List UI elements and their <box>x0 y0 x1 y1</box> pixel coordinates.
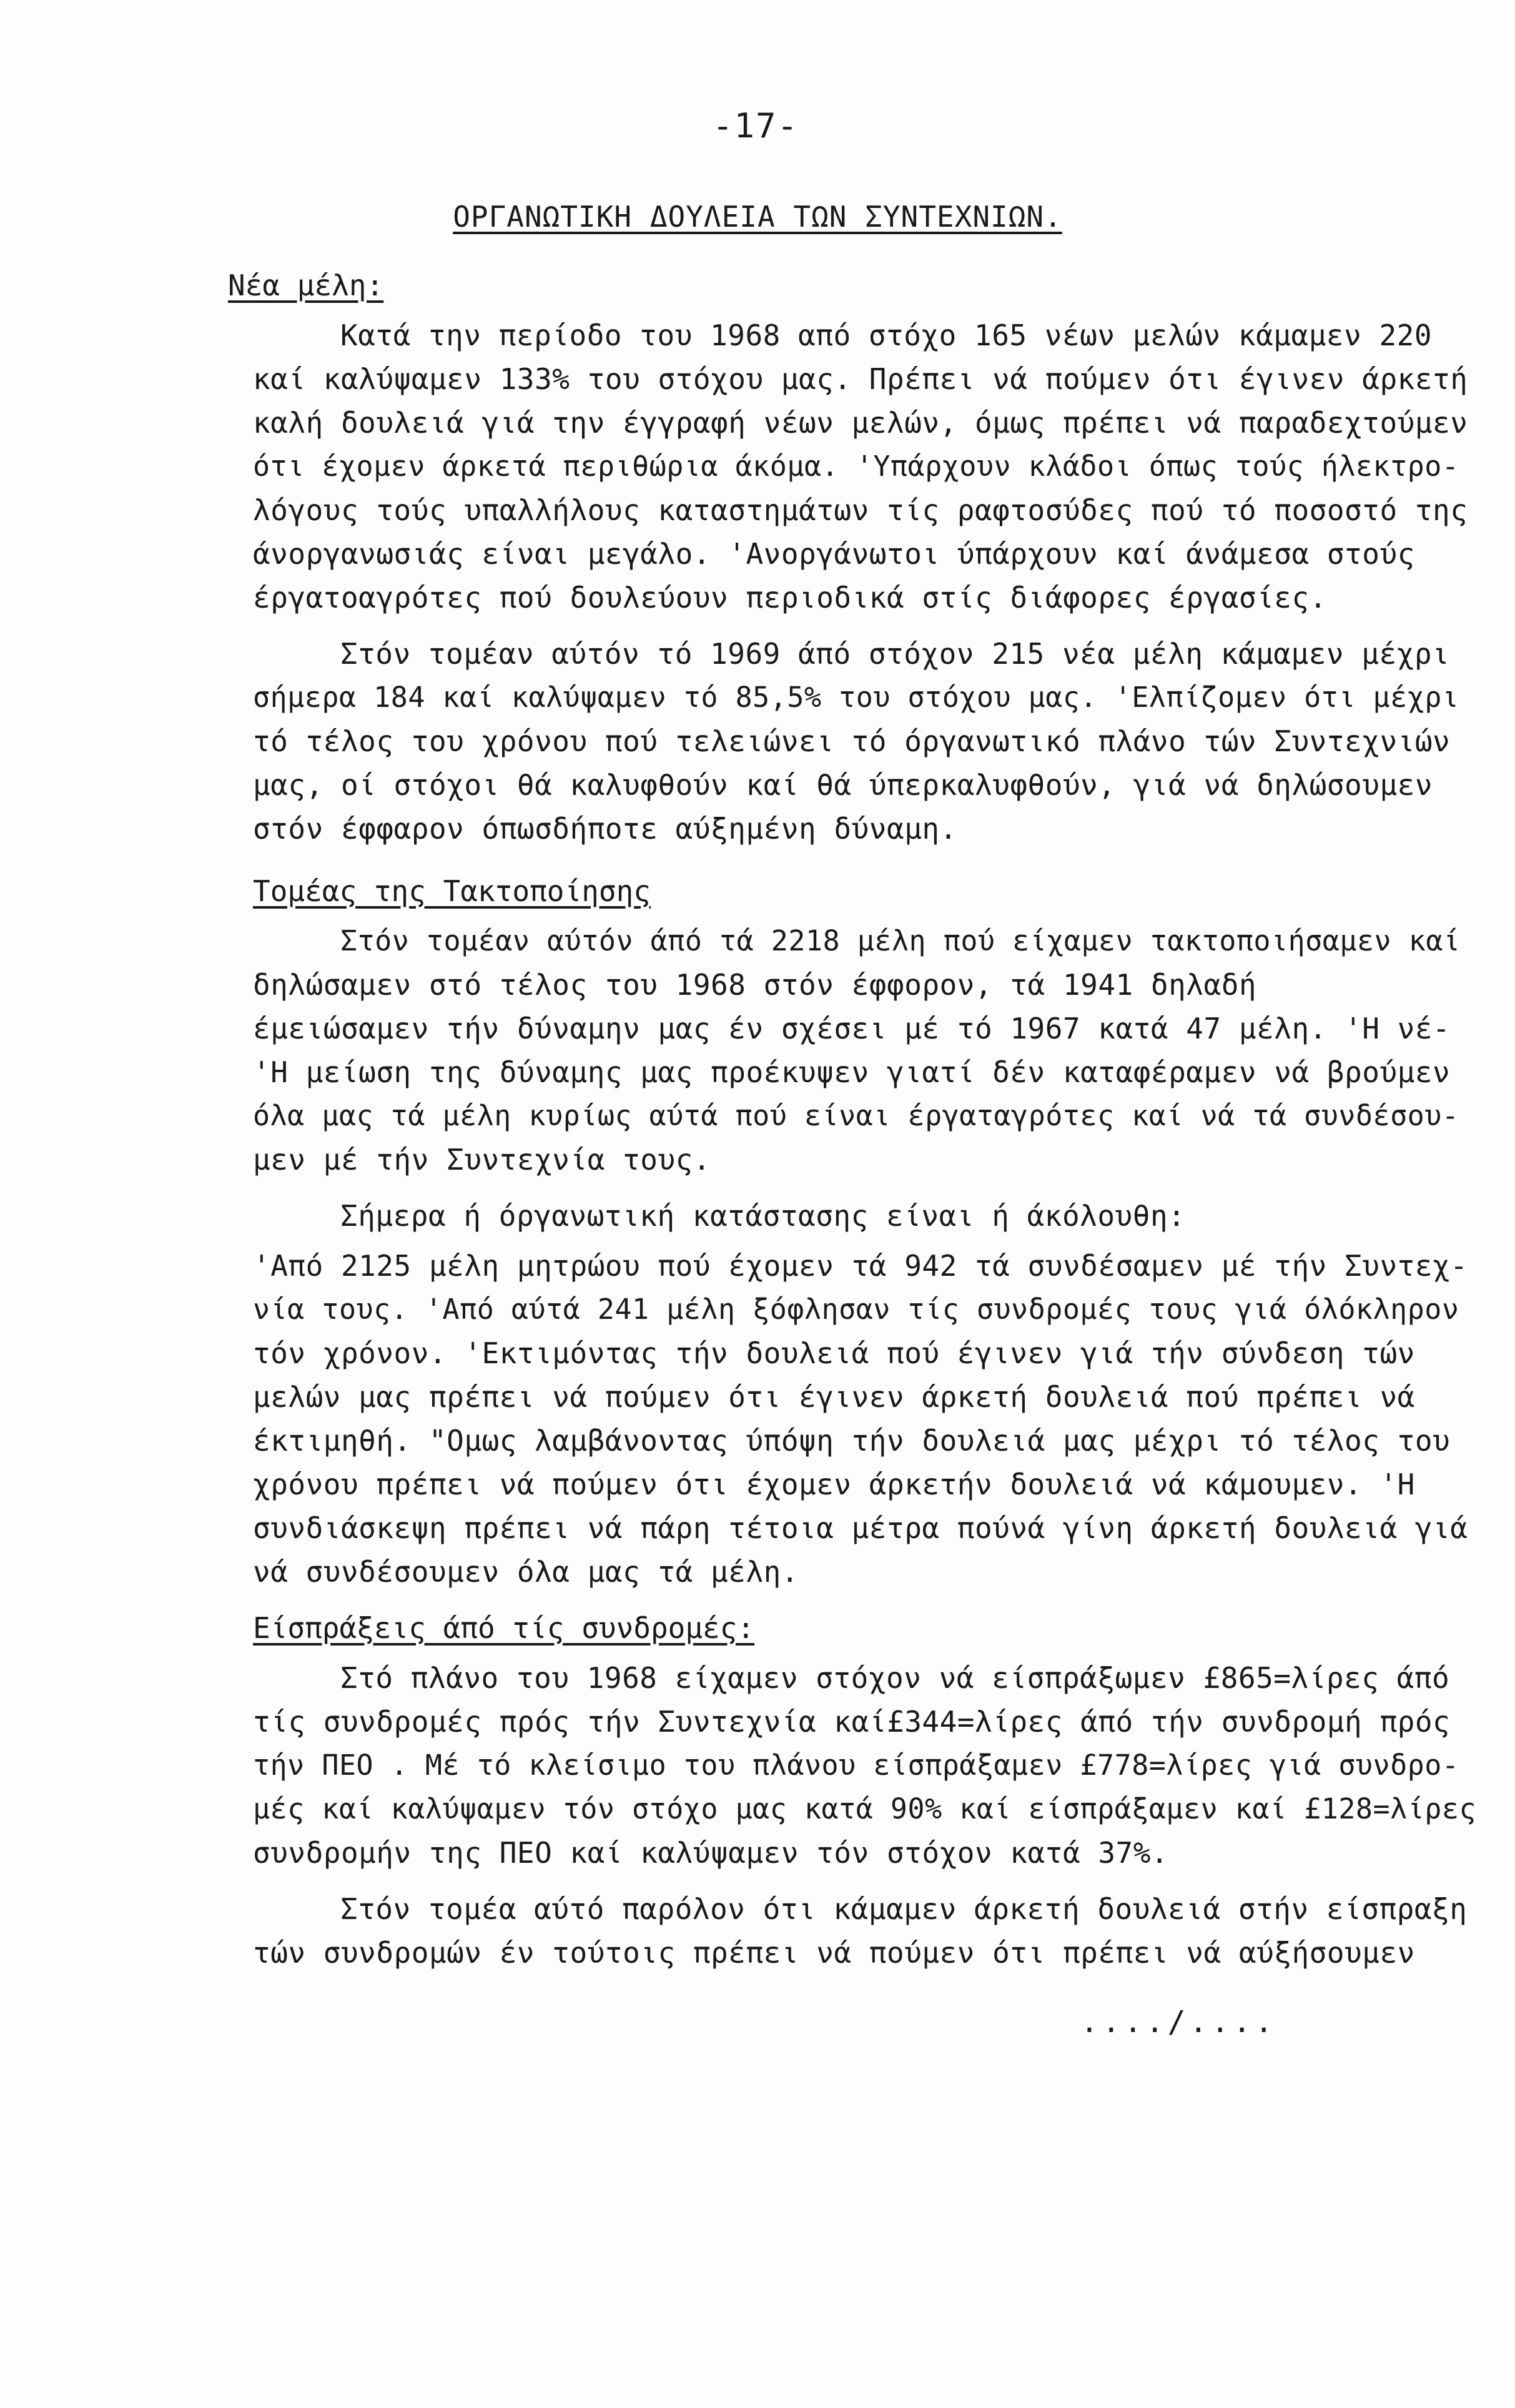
text-line: καλή δουλειά γιά την έγγραφή νέων μελών, όμως πρέπει νά παραδεχτούμεν <box>253 406 1468 440</box>
text-line: 'Από 2125 μέλη μητρώου πού έχομεν τά 942 τά συνδέσαμεν μέ τήν Συντεχ- <box>253 1249 1468 1283</box>
text-line: Στόν τομέαν αύτόν τό 1969 άπό στόχον 215 νέα μέλη κάμαμεν μέχρι <box>340 637 1450 671</box>
text-line: έμειώσαμεν τήν δύναμην μας έν σχέσει μέ τό 1967 κατά 47 μέλη. 'Η νέ- <box>253 1012 1451 1045</box>
text-line: χρόνου πρέπει νά πούμεν ότι έχομεν άρκετήν δουλειά νά κάμουμεν. 'Η <box>253 1468 1415 1501</box>
text-line: τών συνδρομών έν τούτοις πρέπει νά πούμεν ότι πρέπει νά αύξήσουμεν <box>253 1936 1415 1970</box>
text-line: Στόν τομέαν αύτόν άπό τά 2218 μέλη πού είχαμεν τακτοποιήσαμεν καί <box>340 924 1461 957</box>
text-line: νία τους. 'Από αύτά 241 μέλη ξόφλησαν τίς συνδρομές τους γιά όλόκληρον <box>253 1293 1459 1326</box>
text-line: μές καί καλύψαμεν τόν στόχο μας κατά 90% καί είσπράξαμεν καί £128=λίρες <box>253 1792 1477 1825</box>
continuation-marker: ..../.... <box>1080 2005 1277 2040</box>
text-line: Σήμερα ή όργανωτική κατάστασης είναι ή άκόλουθη: <box>340 1199 1186 1233</box>
text-line: δηλώσαμεν στό τέλος του 1968 στόν έφφορον, τά 1941 δηλαδή <box>253 968 1257 1002</box>
text-line: Στό πλάνο του 1968 είχαμεν στόχον νά είσπράξωμεν £865=λίρες άπό <box>340 1661 1450 1695</box>
text-line: μας, οί στόχοι θά καλυφθούν καί θά ύπερκαλυφθούν, γιά νά δηλώσουμεν <box>253 768 1433 802</box>
document-title-text: ΟΡΓΑΝΩΤΙΚΗ ΔΟΥΛΕΙΑ ΤΩΝ ΣΥΝΤΕΧΝΙΩΝ. <box>453 200 1062 234</box>
text-line: 'Η μείωση της δύναμης μας προέκυψεν γιατί δέν καταφέραμεν νά βρούμεν <box>253 1055 1451 1089</box>
text-line: νά συνδέσουμεν όλα μας τά μέλη. <box>253 1555 799 1589</box>
text-line: Στόν τομέα αύτό παρόλον ότι κάμαμεν άρκετή δουλειά στήν είσπραξη <box>340 1892 1468 1926</box>
text-line: μελών μας πρέπει νά πούμεν ότι έγινεν άρκετή δουλειά πού πρέπει νά <box>253 1380 1415 1414</box>
text-line: τόν χρόνον. 'Εκτιμόντας τήν δουλειά πού έγινεν γιά τήν σύνδεση τών <box>253 1336 1415 1370</box>
text-line: έκτιμηθή. "Ομως λαμβάνοντας ύπόψη τήν δουλειά μας μέχρι τό τέλος του <box>253 1424 1451 1458</box>
text-line: καί καλύψαμεν 133% του στόχου μας. Πρέπει νά πούμεν ότι έγινεν άρκετή <box>253 362 1468 396</box>
text-line: σήμερα 184 καί καλύψαμεν τό 85,5% του στόχου μας. 'Ελπίζομεν ότι μέχρι <box>253 681 1459 714</box>
text-line: τήν ΠΕΟ . Μέ τό κλείσιμο του πλάνου είσπράξαμεν £778=λίρες γιά συνδρο- <box>253 1749 1459 1782</box>
text-line: άνοργανωσιάς είναι μεγάλο. 'Ανοργάνωτοι ύπάρχουν καί άνάμεσα στούς <box>253 537 1415 571</box>
section-heading-registration: Τομέας της Τακτοποίησης <box>253 874 651 908</box>
text-line: ότι έχομεν άρκετά περιθώρια άκόμα. 'Υπάρχουν κλάδοι όπως τούς ήλεκτρο- <box>253 450 1459 483</box>
text-line: τίς συνδρομές πρός τήν Συντεχνία καί£344=λίρες άπό τήν συνδρομή πρός <box>253 1705 1451 1739</box>
text-line: τό τέλος του χρόνου πού τελειώνει τό όργανωτικό πλάνο τών Συντεχνιών <box>253 724 1451 758</box>
section-heading-new-members: Νέα μέλη: <box>228 269 384 302</box>
text-line: όλα μας τά μέλη κυρίως αύτά πού είναι έργαταγρότες καί νά τά συνδέσου- <box>253 1099 1459 1132</box>
section-heading-collections: Είσπράξεις άπό τίς συνδρομές: <box>253 1611 755 1645</box>
page-number: -17- <box>712 106 799 146</box>
text-line: στόν έφφαρον όπωσδήποτε αύξημένη δύναμη. <box>253 812 957 846</box>
document-title <box>0 200 1515 234</box>
text-line: συνδρομήν της ΠΕΟ καί καλύψαμεν τόν στόχον κατά 37%. <box>253 1836 1169 1870</box>
text-line: συνδιάσκεψη πρέπει νά πάρη τέτοια μέτρα πούνά γίνη άρκετή δουλειά γιά <box>253 1511 1468 1545</box>
text-line: έργατοαγρότες πού δουλεύουν περιοδικά στίς διάφορες έργασίες. <box>253 581 1327 614</box>
text-line: μεν μέ τήν Συντεχνία τους. <box>253 1143 711 1177</box>
text-line: Κατά την περίοδο του 1968 από στόχο 165 νέων μελών κάμαμεν 220 <box>340 318 1433 352</box>
text-line: λόγους τούς υπαλλήλους καταστημάτων τίς ραφτοσύδες πού τό ποσοστό της <box>253 493 1468 527</box>
